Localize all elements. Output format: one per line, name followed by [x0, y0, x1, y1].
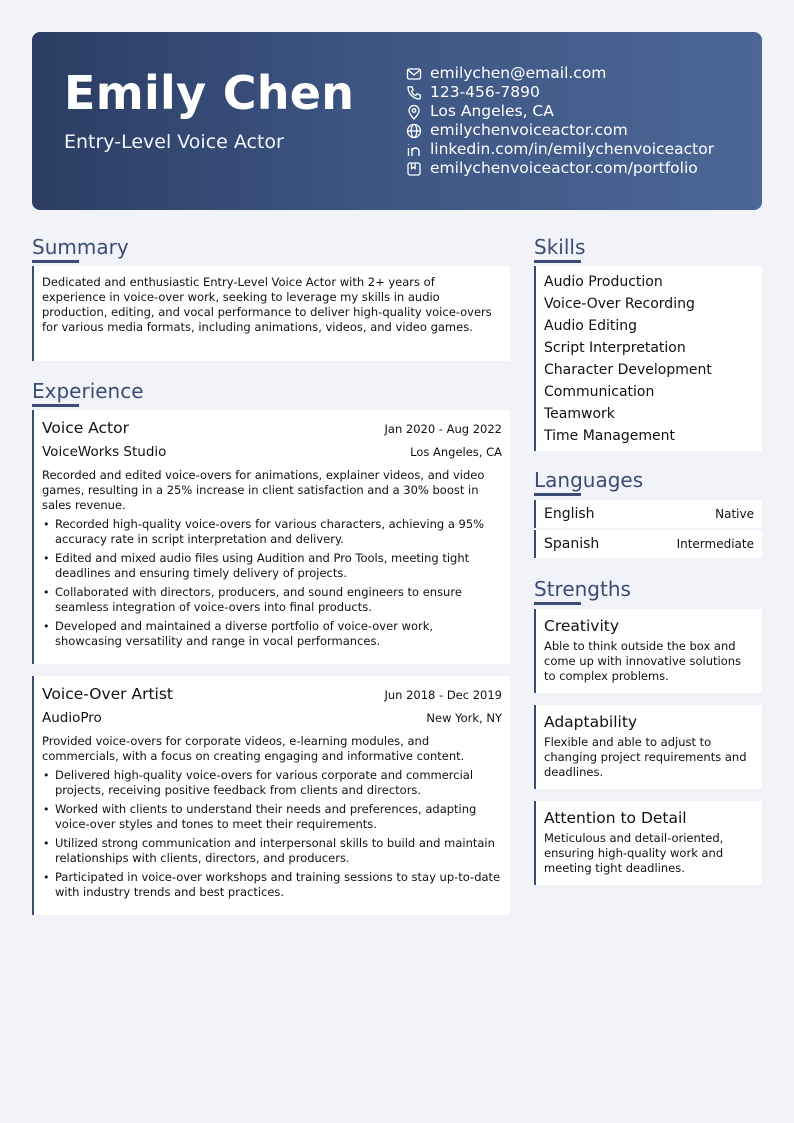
job-location: New York, NY	[426, 711, 502, 725]
strength-card	[534, 705, 762, 789]
summary-card	[32, 266, 510, 361]
languages-heading-underline	[534, 493, 581, 496]
language-name: English	[544, 506, 595, 522]
summary-heading-underline	[32, 260, 79, 263]
contact-list	[406, 64, 714, 178]
job-bullet: • Developed and maintained a diverse portfolio of voice-over work, showcasing versatility and range in vocal performances.	[42, 619, 502, 649]
contact-email[interactable]	[406, 64, 714, 83]
summary-heading: Summary	[32, 235, 129, 259]
language-row	[534, 500, 762, 528]
job-dates: Jun 2018 - Dec 2019	[384, 688, 502, 702]
job-title: Voice-Over Artist	[42, 685, 173, 703]
contact-linkedin-text[interactable]: linkedin.com/in/emilychenvoiceactor	[430, 140, 715, 158]
phone-icon	[406, 85, 422, 101]
contact-location	[406, 102, 714, 121]
strength-card	[534, 801, 762, 885]
experience-heading: Experience	[32, 379, 144, 403]
portfolio-icon	[406, 161, 422, 177]
contact-website[interactable]	[406, 121, 714, 140]
job-description: Provided voice-overs for corporate videos, e-learning modules, and commercials, with a focus on creating engaging and informative content.	[42, 734, 465, 763]
skills-heading-underline	[534, 260, 581, 263]
job-company: VoiceWorks Studio	[42, 444, 167, 460]
strength-title: Attention to Detail	[544, 809, 687, 827]
strength-card	[534, 609, 762, 693]
summary-text: Dedicated and enthusiastic Entry-Level Voice Actor with 2+ years of experience in voice-over work, seeking to leverage my skills in audio production, editing, and vocal performance to deliver high-quality voice-overs for various media formats, including animations, videos, and video games.	[42, 275, 492, 334]
linkedin-icon	[406, 142, 422, 158]
skill-item: Character Development	[544, 362, 712, 378]
job-title: Voice Actor	[42, 419, 129, 437]
strength-description: Flexible and able to adjust to changing project requirements and deadlines.	[544, 735, 747, 779]
job-bullet: • Participated in voice-over workshops and training sessions to stay up-to-date with industry trends and best practices.	[42, 870, 502, 900]
contact-portfolio-text[interactable]: emilychenvoiceactor.com/portfolio	[430, 159, 698, 177]
skill-item: Script Interpretation	[544, 340, 686, 356]
skill-item: Voice-Over Recording	[544, 296, 695, 312]
job-bullet: • Collaborated with directors, producers, and sound engineers to ensure seamless integration of voice-overs into final products.	[42, 585, 502, 615]
skills-heading: Skills	[534, 235, 586, 259]
skill-item: Audio Editing	[544, 318, 638, 334]
job-bullet: • Utilized strong communication and interpersonal skills to build and maintain relationships with clients, directors, and producers.	[42, 836, 502, 866]
contact-portfolio[interactable]	[406, 159, 714, 178]
skills-card	[534, 266, 762, 451]
job-bullet-list	[42, 517, 502, 649]
job-dates: Jan 2020 - Aug 2022	[384, 422, 502, 436]
job-location: Los Angeles, CA	[410, 445, 502, 459]
languages-heading: Languages	[534, 468, 644, 492]
resume-header	[32, 32, 762, 210]
skill-item: Audio Production	[544, 274, 663, 290]
language-level: Native	[715, 507, 754, 521]
job-description: Recorded and edited voice-overs for animations, explainer videos, and video games, resulting in a 25% increase in client satisfaction and a 30% boost in sales revenue.	[42, 468, 485, 512]
contact-website-text[interactable]: emilychenvoiceactor.com	[430, 121, 628, 139]
job-bullet-list	[42, 768, 502, 900]
contact-phone[interactable]	[406, 83, 714, 102]
language-row	[534, 530, 762, 558]
candidate-name: Emily Chen	[64, 66, 355, 120]
candidate-title: Entry-Level Voice Actor	[64, 131, 284, 153]
skill-item: Time Management	[544, 428, 675, 444]
skill-item: Communication	[544, 384, 655, 400]
globe-icon	[406, 123, 422, 139]
language-level: Intermediate	[676, 537, 754, 551]
language-name: Spanish	[544, 536, 600, 552]
contact-location-text: Los Angeles, CA	[430, 102, 554, 120]
email-icon	[406, 66, 422, 82]
job-company: AudioPro	[42, 710, 102, 726]
job-bullet: • Worked with clients to understand their needs and preferences, adapting voice-over styles and tones to meet their requirements.	[42, 802, 502, 832]
strength-description: Meticulous and detail-oriented, ensuring high-quality work and meeting tight deadlines.	[544, 831, 724, 875]
strength-title: Creativity	[544, 617, 620, 635]
job-bullet: • Delivered high-quality voice-overs for various corporate and commercial projects, receiving positive feedback from clients and directors.	[42, 768, 502, 798]
experience-heading-underline	[32, 404, 79, 407]
strength-title: Adaptability	[544, 713, 638, 731]
skill-item: Teamwork	[544, 406, 615, 422]
location-pin-icon	[406, 104, 422, 120]
strengths-heading-underline	[534, 602, 581, 605]
strength-description: Able to think outside the box and come up with innovative solutions to complex problems.	[544, 639, 742, 683]
job-bullet: • Recorded high-quality voice-overs for various characters, achieving a 95% accuracy rate in script interpretation and delivery.	[42, 517, 502, 547]
contact-email-text[interactable]: emilychen@email.com	[430, 64, 607, 82]
job-entry	[32, 676, 510, 915]
strengths-heading: Strengths	[534, 577, 631, 601]
contact-linkedin[interactable]	[406, 140, 714, 159]
job-entry	[32, 410, 510, 664]
contact-phone-text[interactable]: 123-456-7890	[430, 83, 540, 101]
job-bullet: • Edited and mixed audio files using Audition and Pro Tools, meeting tight deadlines and ensuring timely delivery of projects.	[42, 551, 502, 581]
